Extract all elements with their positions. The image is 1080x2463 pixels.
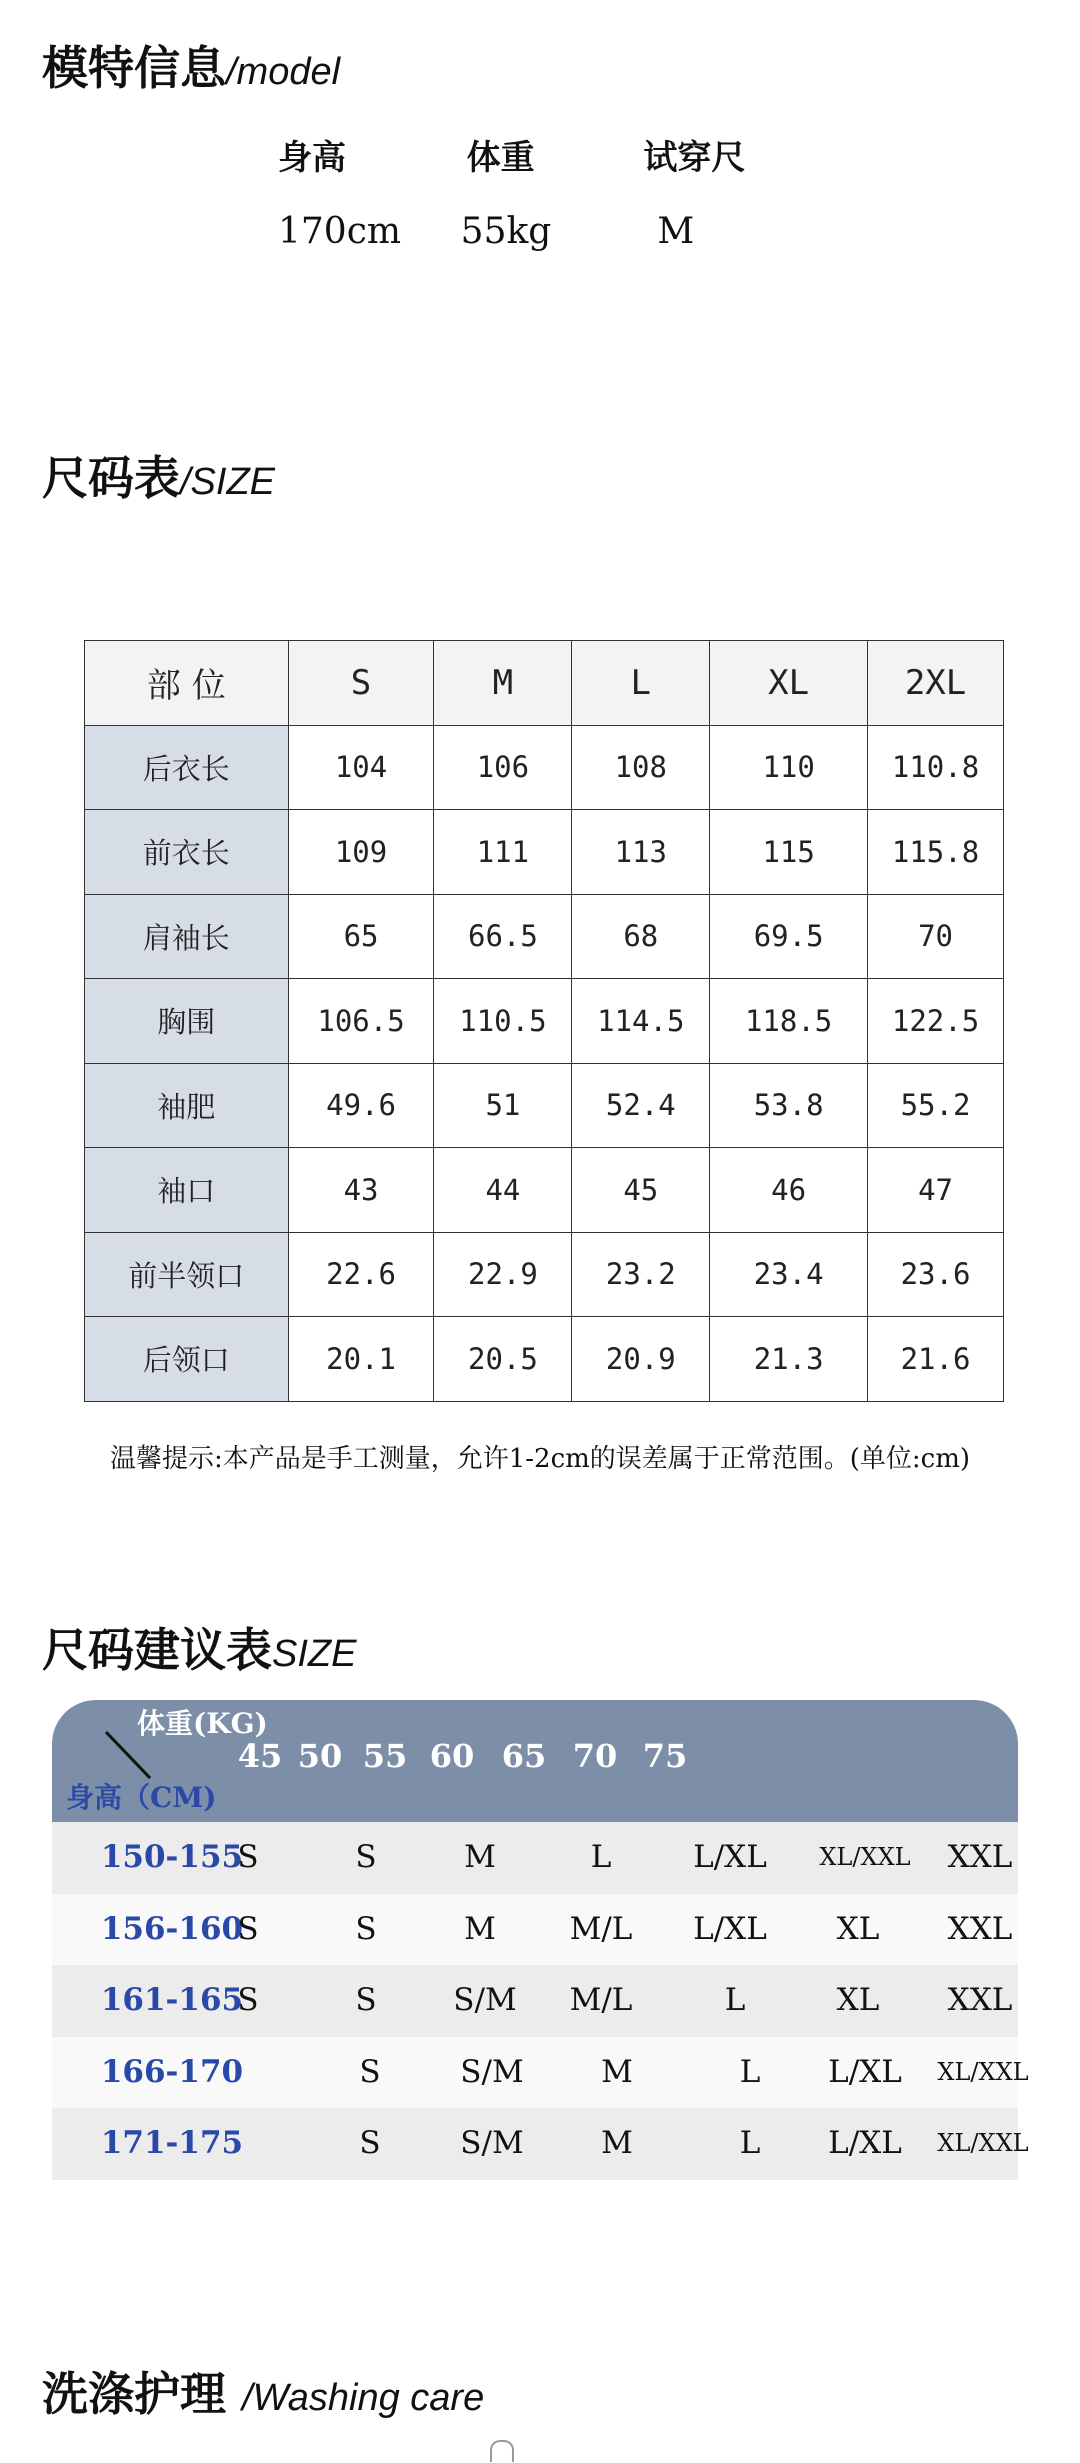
table-row bbox=[52, 1965, 1018, 2037]
weight-axis-label: 体重(KG) bbox=[137, 1707, 268, 1740]
size-suggestion-cell: S bbox=[359, 2053, 381, 2090]
table-row bbox=[85, 725, 1004, 810]
measurement-cell: 21.3 bbox=[710, 1317, 868, 1402]
table-row bbox=[52, 2108, 1029, 2180]
size-suggestion-cell: M/L bbox=[569, 1910, 633, 1947]
size-suggestion-cell: S/M bbox=[460, 2053, 524, 2090]
size-suggestion-cell: S bbox=[237, 1839, 259, 1875]
part-name: 前半领口 bbox=[85, 1232, 289, 1317]
header-size: XL bbox=[710, 641, 868, 726]
measurement-cell: 115 bbox=[710, 810, 868, 895]
table-row bbox=[85, 1317, 1004, 1402]
measurement-cell: 20.9 bbox=[572, 1317, 710, 1402]
height-range: 150-155 bbox=[100, 1839, 244, 1875]
care-icon bbox=[490, 2440, 514, 2462]
size-suggestion-cell: S bbox=[355, 1982, 377, 2019]
measurement-cell: 68 bbox=[572, 894, 710, 979]
measurement-note: 温馨提示:本产品是手工测量，允许1-2cm的误差属于正常范围。(单位:cm) bbox=[109, 1444, 971, 1474]
measurement-cell: 51 bbox=[434, 1063, 572, 1148]
size-suggestion-cell: M bbox=[601, 2125, 633, 2162]
part-name: 袖肥 bbox=[85, 1063, 289, 1148]
height-range: 156-160 bbox=[100, 1910, 244, 1947]
model-info bbox=[260, 130, 820, 252]
measurement-cell: 110 bbox=[710, 725, 868, 810]
measurement-cell: 109 bbox=[288, 810, 434, 895]
measurement-cell: 106 bbox=[434, 725, 572, 810]
measurement-cell: 111 bbox=[434, 810, 572, 895]
measurement-cell: 52.4 bbox=[572, 1063, 710, 1148]
weight-header: 60 bbox=[429, 1737, 475, 1775]
size-suggestion-cell: XXL bbox=[947, 1982, 1013, 2019]
table-row bbox=[85, 979, 1004, 1064]
size-suggestion-cell: M bbox=[464, 1839, 496, 1875]
table-row bbox=[52, 2037, 1029, 2109]
measurement-cell: 49.6 bbox=[288, 1063, 434, 1148]
part-name: 前衣长 bbox=[85, 810, 289, 895]
measurement-cell: 44 bbox=[434, 1148, 572, 1233]
header-size: M bbox=[434, 641, 572, 726]
weight-header: 45 bbox=[237, 1737, 283, 1775]
size-suggestion-cell: XL bbox=[836, 1982, 880, 2019]
size-section-title bbox=[42, 442, 275, 508]
weight-header: 50 bbox=[297, 1737, 343, 1775]
model-value-size: M bbox=[657, 211, 695, 252]
header-size: S bbox=[288, 641, 434, 726]
measurement-cell: 106.5 bbox=[288, 979, 434, 1064]
size-suggestion-cell: L bbox=[724, 1982, 746, 2019]
measurement-cell: 110.5 bbox=[434, 979, 572, 1064]
measurement-cell: 108 bbox=[572, 725, 710, 810]
size-title-en: /SIZE bbox=[180, 461, 276, 503]
size-suggestion-cell: XXL bbox=[947, 1839, 1013, 1875]
size-suggestion-cell: M/L bbox=[569, 1982, 633, 2019]
part-name: 后领口 bbox=[85, 1317, 289, 1402]
table-row bbox=[85, 1148, 1004, 1233]
measurement-cell: 115.8 bbox=[868, 810, 1004, 895]
table-row bbox=[85, 894, 1004, 979]
size-suggestion-cell: S bbox=[355, 1839, 377, 1875]
table-row bbox=[85, 1232, 1004, 1317]
measurement-cell: 22.6 bbox=[288, 1232, 434, 1317]
measurement-cell: 20.5 bbox=[434, 1317, 572, 1402]
measurement-cell: 69.5 bbox=[710, 894, 868, 979]
part-name: 胸围 bbox=[85, 979, 289, 1064]
measurement-cell: 104 bbox=[288, 725, 434, 810]
size-suggestion-cell: L/XL bbox=[693, 1839, 767, 1875]
measurement-cell: 23.2 bbox=[572, 1232, 710, 1317]
size-suggestion-cell: XL/XXL bbox=[937, 2129, 1029, 2158]
care-title-en: /Washing care bbox=[242, 2377, 485, 2419]
weight-header: 65 bbox=[501, 1737, 547, 1775]
header-part: 部 位 bbox=[85, 641, 289, 726]
measurement-cell: 65 bbox=[288, 894, 434, 979]
model-label-size: 试穿尺 bbox=[643, 138, 746, 178]
measurement-cell: 22.9 bbox=[434, 1232, 572, 1317]
size-suggestion-cell: XL/XXL bbox=[819, 1843, 911, 1871]
part-name: 肩袖长 bbox=[85, 894, 289, 979]
size-table bbox=[84, 640, 1004, 1402]
height-range: 166-170 bbox=[100, 2053, 244, 2090]
suggestion-header bbox=[52, 1700, 1018, 1822]
measurement-cell: 23.4 bbox=[710, 1232, 868, 1317]
table-row bbox=[52, 1894, 1018, 1966]
measurement-cell: 66.5 bbox=[434, 894, 572, 979]
measurement-cell: 113 bbox=[572, 810, 710, 895]
measurement-cell: 46 bbox=[710, 1148, 868, 1233]
size-suggestion-cell: L bbox=[739, 2125, 761, 2162]
header-size: L bbox=[572, 641, 710, 726]
header-size: 2XL bbox=[868, 641, 1004, 726]
size-suggestion-cell: S bbox=[237, 1910, 259, 1947]
care-section-title bbox=[42, 2358, 484, 2424]
table-row bbox=[52, 1822, 1018, 1894]
measurement-cell: 21.6 bbox=[868, 1317, 1004, 1402]
size-title-zh: 尺码表 bbox=[42, 451, 180, 505]
measurement-cell: 23.6 bbox=[868, 1232, 1004, 1317]
measurement-cell: 43 bbox=[288, 1148, 434, 1233]
table-row bbox=[85, 810, 1004, 895]
care-title-zh: 洗涤护理 bbox=[42, 2367, 226, 2421]
model-label-weight: 体重 bbox=[466, 138, 535, 178]
measurement-cell: 45 bbox=[572, 1148, 710, 1233]
weight-header: 70 bbox=[572, 1737, 618, 1775]
suggest-section-title bbox=[42, 1614, 356, 1680]
part-name: 袖口 bbox=[85, 1148, 289, 1233]
suggest-title-en: SIZE bbox=[272, 1633, 357, 1675]
size-suggestion-cell: S bbox=[359, 2125, 381, 2162]
table-row bbox=[85, 1063, 1004, 1148]
model-value-weight: 55kg bbox=[460, 211, 552, 252]
size-suggestion-cell: L/XL bbox=[828, 2125, 902, 2162]
size-suggestion-cell: S/M bbox=[453, 1982, 517, 2019]
size-suggestion-cell: XL bbox=[836, 1910, 880, 1947]
suggest-title-zh: 尺码建议表 bbox=[42, 1623, 272, 1677]
size-suggestion-table bbox=[52, 1700, 1029, 2180]
measurement-cell: 47 bbox=[868, 1148, 1004, 1233]
model-section-title bbox=[42, 32, 340, 98]
measurement-cell: 114.5 bbox=[572, 979, 710, 1064]
size-suggestion-cell: S/M bbox=[460, 2125, 524, 2162]
size-suggestion-cell: L/XL bbox=[693, 1910, 767, 1947]
size-suggestion-cell: M bbox=[601, 2053, 633, 2090]
model-title-en: /model bbox=[226, 51, 341, 93]
measurement-cell: 55.2 bbox=[868, 1063, 1004, 1148]
measurement-cell: 110.8 bbox=[868, 725, 1004, 810]
size-suggestion-cell: L/XL bbox=[828, 2053, 902, 2090]
measurement-cell: 118.5 bbox=[710, 979, 868, 1064]
size-suggestion-cell: M bbox=[464, 1910, 496, 1947]
weight-header: 75 bbox=[642, 1737, 688, 1775]
height-axis-label: 身高（CM) bbox=[66, 1781, 217, 1814]
size-suggestion-cell: L bbox=[590, 1839, 612, 1875]
measurement-cell: 70 bbox=[868, 894, 1004, 979]
height-range: 171-175 bbox=[100, 2125, 244, 2162]
size-suggestion-cell: S bbox=[237, 1982, 259, 2019]
model-label-height: 身高 bbox=[278, 138, 346, 178]
model-title-zh: 模特信息 bbox=[42, 41, 226, 95]
height-range: 161-165 bbox=[100, 1982, 244, 2019]
measurement-cell: 122.5 bbox=[868, 979, 1004, 1064]
part-name: 后衣长 bbox=[85, 725, 289, 810]
size-suggestion-cell: XL/XXL bbox=[937, 2057, 1029, 2086]
size-suggestion-cell: L bbox=[739, 2053, 761, 2090]
size-suggestion-cell: XXL bbox=[947, 1910, 1013, 1947]
weight-header: 55 bbox=[362, 1737, 408, 1775]
model-value-height: 170cm bbox=[278, 211, 402, 252]
measurement-cell: 53.8 bbox=[710, 1063, 868, 1148]
measurement-cell: 20.1 bbox=[288, 1317, 434, 1402]
size-suggestion-cell: S bbox=[355, 1910, 377, 1947]
